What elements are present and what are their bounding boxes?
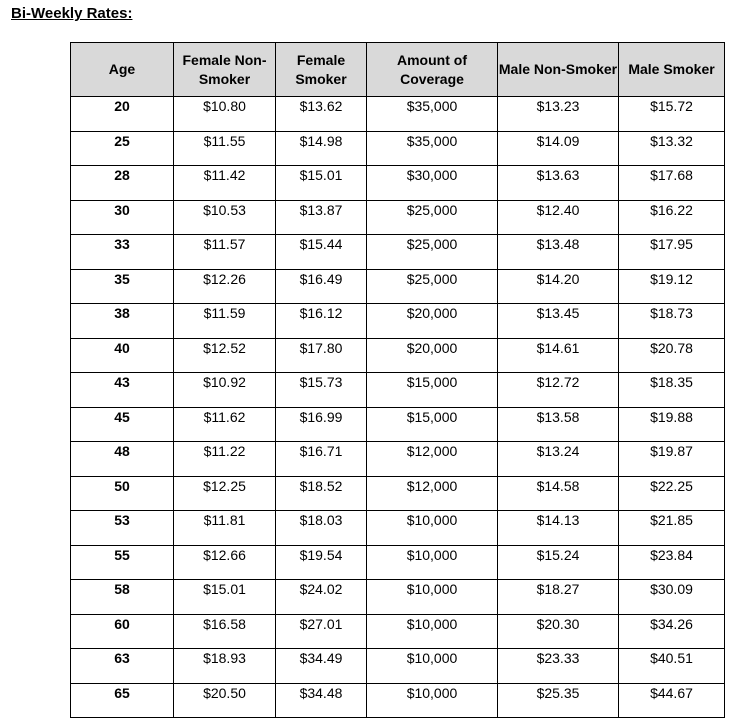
cell-amount-of-coverage: $20,000 xyxy=(367,304,498,339)
cell-female-smoker: $34.49 xyxy=(276,649,367,684)
header-row xyxy=(71,43,725,97)
cell-male-non-smoker: $14.61 xyxy=(498,338,619,373)
cell-male-smoker: $21.85 xyxy=(619,511,725,546)
table-row xyxy=(71,200,725,235)
cell-male-smoker: $17.95 xyxy=(619,235,725,270)
cell-female-non-smoker: $11.81 xyxy=(174,511,276,546)
cell-amount-of-coverage: $10,000 xyxy=(367,580,498,615)
table-row xyxy=(71,131,725,166)
cell-female-non-smoker: $11.59 xyxy=(174,304,276,339)
table-row xyxy=(71,614,725,649)
cell-male-non-smoker: $13.23 xyxy=(498,97,619,132)
cell-male-non-smoker: $14.13 xyxy=(498,511,619,546)
cell-amount-of-coverage: $20,000 xyxy=(367,338,498,373)
cell-male-non-smoker: $14.20 xyxy=(498,269,619,304)
cell-male-smoker: $18.73 xyxy=(619,304,725,339)
cell-male-smoker: $44.67 xyxy=(619,683,725,718)
cell-female-non-smoker: $11.42 xyxy=(174,166,276,201)
cell-male-non-smoker: $25.35 xyxy=(498,683,619,718)
cell-age: 30 xyxy=(71,200,174,235)
cell-female-smoker: $16.49 xyxy=(276,269,367,304)
cell-male-non-smoker: $13.63 xyxy=(498,166,619,201)
table-row xyxy=(71,580,725,615)
cell-female-non-smoker: $11.22 xyxy=(174,442,276,477)
cell-amount-of-coverage: $12,000 xyxy=(367,442,498,477)
cell-male-smoker: $18.35 xyxy=(619,373,725,408)
cell-amount-of-coverage: $25,000 xyxy=(367,200,498,235)
header-male-non-smoker: Male Non-Smoker xyxy=(498,43,619,97)
table-row xyxy=(71,338,725,373)
header-age: Age xyxy=(71,43,174,97)
cell-male-non-smoker: $13.48 xyxy=(498,235,619,270)
cell-female-non-smoker: $12.26 xyxy=(174,269,276,304)
cell-male-smoker: $20.78 xyxy=(619,338,725,373)
cell-male-non-smoker: $12.40 xyxy=(498,200,619,235)
cell-age: 55 xyxy=(71,545,174,580)
cell-male-smoker: $23.84 xyxy=(619,545,725,580)
cell-age: 35 xyxy=(71,269,174,304)
cell-male-non-smoker: $18.27 xyxy=(498,580,619,615)
header-female-non-smoker: Female Non-Smoker xyxy=(174,43,276,97)
cell-male-smoker: $19.88 xyxy=(619,407,725,442)
cell-amount-of-coverage: $15,000 xyxy=(367,373,498,408)
cell-female-smoker: $18.52 xyxy=(276,476,367,511)
cell-age: 63 xyxy=(71,649,174,684)
cell-male-non-smoker: $23.33 xyxy=(498,649,619,684)
cell-amount-of-coverage: $15,000 xyxy=(367,407,498,442)
cell-male-smoker: $16.22 xyxy=(619,200,725,235)
header-female-smoker: Female Smoker xyxy=(276,43,367,97)
cell-age: 45 xyxy=(71,407,174,442)
cell-amount-of-coverage: $10,000 xyxy=(367,683,498,718)
header-male-smoker: Male Smoker xyxy=(619,43,725,97)
cell-female-non-smoker: $16.58 xyxy=(174,614,276,649)
cell-male-non-smoker: $12.72 xyxy=(498,373,619,408)
cell-female-smoker: $16.12 xyxy=(276,304,367,339)
cell-age: 53 xyxy=(71,511,174,546)
cell-male-smoker: $15.72 xyxy=(619,97,725,132)
cell-age: 65 xyxy=(71,683,174,718)
cell-age: 48 xyxy=(71,442,174,477)
cell-amount-of-coverage: $35,000 xyxy=(367,131,498,166)
cell-male-non-smoker: $15.24 xyxy=(498,545,619,580)
cell-female-non-smoker: $10.53 xyxy=(174,200,276,235)
table-row xyxy=(71,373,725,408)
cell-amount-of-coverage: $30,000 xyxy=(367,166,498,201)
cell-male-smoker: $19.12 xyxy=(619,269,725,304)
cell-age: 43 xyxy=(71,373,174,408)
cell-amount-of-coverage: $25,000 xyxy=(367,235,498,270)
cell-female-non-smoker: $12.66 xyxy=(174,545,276,580)
cell-female-smoker: $15.01 xyxy=(276,166,367,201)
cell-age: 38 xyxy=(71,304,174,339)
cell-female-smoker: $18.03 xyxy=(276,511,367,546)
table-row xyxy=(71,235,725,270)
cell-female-non-smoker: $10.92 xyxy=(174,373,276,408)
cell-female-non-smoker: $20.50 xyxy=(174,683,276,718)
cell-age: 28 xyxy=(71,166,174,201)
header-amount-of-coverage: Amount of Coverage xyxy=(367,43,498,97)
cell-female-non-smoker: $11.55 xyxy=(174,131,276,166)
cell-female-non-smoker: $11.62 xyxy=(174,407,276,442)
cell-female-smoker: $24.02 xyxy=(276,580,367,615)
cell-male-non-smoker: $20.30 xyxy=(498,614,619,649)
table-row xyxy=(71,407,725,442)
cell-female-non-smoker: $15.01 xyxy=(174,580,276,615)
cell-male-smoker: $17.68 xyxy=(619,166,725,201)
cell-female-non-smoker: $18.93 xyxy=(174,649,276,684)
cell-female-smoker: $27.01 xyxy=(276,614,367,649)
cell-female-smoker: $14.98 xyxy=(276,131,367,166)
cell-age: 20 xyxy=(71,97,174,132)
cell-female-smoker: $17.80 xyxy=(276,338,367,373)
cell-male-smoker: $34.26 xyxy=(619,614,725,649)
rates-body xyxy=(71,97,725,718)
cell-age: 50 xyxy=(71,476,174,511)
cell-age: 33 xyxy=(71,235,174,270)
cell-male-non-smoker: $14.09 xyxy=(498,131,619,166)
cell-amount-of-coverage: $10,000 xyxy=(367,545,498,580)
table-row xyxy=(71,304,725,339)
cell-male-smoker: $19.87 xyxy=(619,442,725,477)
cell-female-smoker: $15.44 xyxy=(276,235,367,270)
cell-female-smoker: $16.99 xyxy=(276,407,367,442)
cell-amount-of-coverage: $12,000 xyxy=(367,476,498,511)
cell-female-non-smoker: $10.80 xyxy=(174,97,276,132)
cell-age: 60 xyxy=(71,614,174,649)
cell-age: 58 xyxy=(71,580,174,615)
page-title: Bi-Weekly Rates: xyxy=(11,5,133,22)
cell-age: 40 xyxy=(71,338,174,373)
rates-table xyxy=(70,42,725,718)
cell-male-smoker: $22.25 xyxy=(619,476,725,511)
cell-male-non-smoker: $13.45 xyxy=(498,304,619,339)
cell-female-smoker: $16.71 xyxy=(276,442,367,477)
cell-amount-of-coverage: $10,000 xyxy=(367,511,498,546)
table-row xyxy=(71,269,725,304)
cell-female-non-smoker: $11.57 xyxy=(174,235,276,270)
cell-male-non-smoker: $13.24 xyxy=(498,442,619,477)
cell-female-smoker: $34.48 xyxy=(276,683,367,718)
cell-male-non-smoker: $14.58 xyxy=(498,476,619,511)
cell-amount-of-coverage: $10,000 xyxy=(367,649,498,684)
cell-male-smoker: $13.32 xyxy=(619,131,725,166)
table-row xyxy=(71,545,725,580)
table-row xyxy=(71,97,725,132)
table-row xyxy=(71,511,725,546)
cell-amount-of-coverage: $35,000 xyxy=(367,97,498,132)
cell-age: 25 xyxy=(71,131,174,166)
table-row xyxy=(71,476,725,511)
cell-male-smoker: $40.51 xyxy=(619,649,725,684)
table-row xyxy=(71,683,725,718)
cell-female-smoker: $19.54 xyxy=(276,545,367,580)
cell-female-smoker: $15.73 xyxy=(276,373,367,408)
table-row xyxy=(71,166,725,201)
cell-male-smoker: $30.09 xyxy=(619,580,725,615)
cell-female-non-smoker: $12.25 xyxy=(174,476,276,511)
cell-male-non-smoker: $13.58 xyxy=(498,407,619,442)
table-row xyxy=(71,649,725,684)
cell-female-non-smoker: $12.52 xyxy=(174,338,276,373)
table-row xyxy=(71,442,725,477)
cell-amount-of-coverage: $10,000 xyxy=(367,614,498,649)
cell-amount-of-coverage: $25,000 xyxy=(367,269,498,304)
cell-female-smoker: $13.87 xyxy=(276,200,367,235)
cell-female-smoker: $13.62 xyxy=(276,97,367,132)
